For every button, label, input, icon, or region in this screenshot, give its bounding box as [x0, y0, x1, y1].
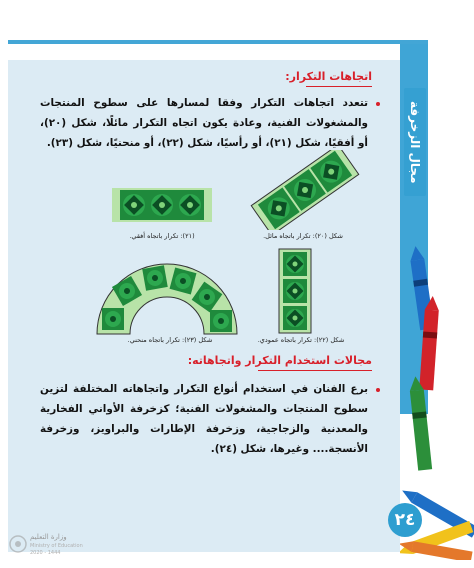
pattern-tile [176, 190, 204, 220]
pattern-tile [148, 190, 176, 220]
bullet-icon [376, 388, 380, 392]
top-margin [0, 0, 474, 38]
pattern-tile [142, 265, 167, 290]
figure-23-curved-repeat [92, 262, 242, 336]
heading-underline [306, 86, 372, 87]
figure-22-vertical-repeat [278, 248, 312, 334]
paragraph-uses: برع الفنان في استخدام أنواع التكرار واتجاهاته المختلفة لتزين سطوح المنتجات والمشغولات الفنية؛ كزخرفة الأواني الفخارية والمعدنية والزجاجية، وزخرفة الإطارات والبراويز، وزخرفة الأنسجة.... وغيرها، شكل (٢٤). [40, 383, 368, 455]
watermark-year: 2020 - 1444 [30, 550, 61, 556]
page-top-strip [8, 42, 400, 60]
section-heading-uses: مجالات استخدام التكرار واتجاهاته: [187, 354, 372, 367]
bullet-icon [376, 102, 380, 106]
side-tab-label: مجال الزخرفة [408, 100, 422, 184]
top-blue-rule [8, 40, 428, 44]
page-number: ٢٤ [394, 510, 416, 530]
pattern-tile [210, 310, 232, 332]
pattern-tile [283, 306, 307, 330]
figure-20-caption: شكل (٢٠): تكرار باتجاه مائل. [263, 232, 343, 240]
figure-21-caption: (٢١): تكرار باتجاه أفقي. [129, 232, 195, 240]
watermark-text: وزارة التعليم [30, 533, 67, 541]
pattern-tile [120, 190, 148, 220]
section-heading-repetition-directions: اتجاهات التكرار: [285, 70, 372, 83]
paragraph-repetition-directions: تتعدد اتجاهات التكرار وفقا لمسارها على سطوح المنتجات والمشغولات الفنية، وعادة يكون اتجاه التكرار مائلًا، شكل (٢٠)، أو أفقيًا، شكل (٢١)، أو رأسيًا، شكل (٢٢)، أو منحنيًا، شكل (٢٣). [40, 97, 368, 149]
pattern-tile [283, 252, 307, 276]
pattern-tile [283, 279, 307, 303]
heading-underline [258, 370, 372, 371]
pattern-tile [102, 308, 124, 330]
figure-20-diagonal-repeat [250, 150, 360, 230]
figure-23-caption: شكل (٢٣): تكرار باتجاه منحني. [127, 336, 213, 344]
watermark-subtext: Ministry of Education [30, 543, 83, 549]
figure-21-horizontal-repeat [112, 184, 212, 226]
figure-22-caption: شكل (٢٢): تكرار باتجاه عمودي. [257, 336, 345, 344]
